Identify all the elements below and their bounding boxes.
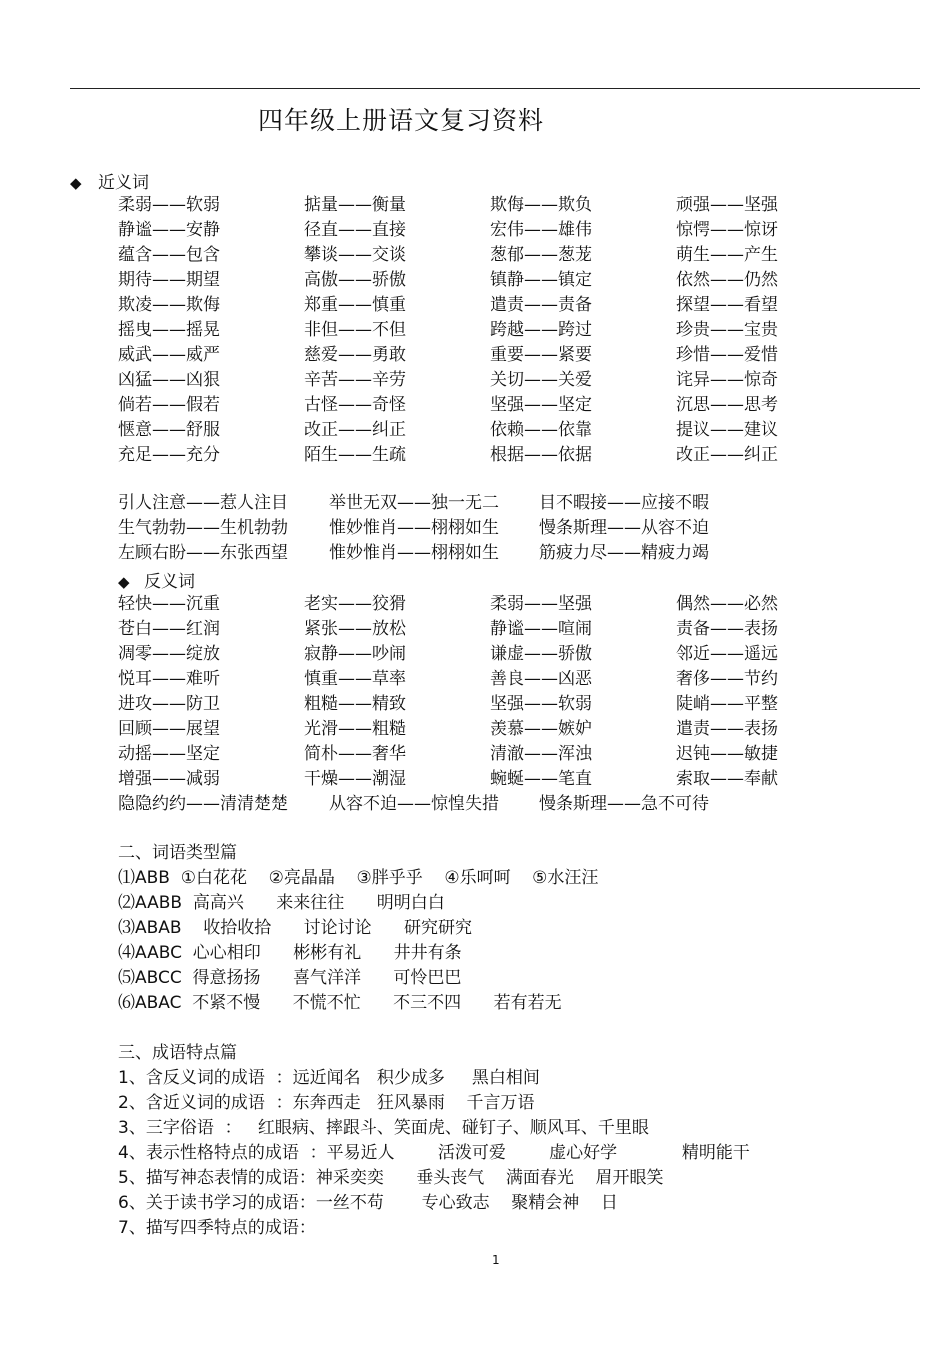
synonym-row [118,218,818,243]
diamond-bullet-icon: ◆ [118,573,130,591]
word-type-line: ⑴ABB ①白花花 ②亮晶晶 ③胖乎乎 ④乐呵呵 ⑤水汪汪 [118,868,599,888]
synonym-pair: 掂量——衡量 [304,195,406,215]
synonym-pair: 凶猛——凶狠 [118,370,220,390]
antonym-row [118,692,818,717]
antonym-row [118,667,818,692]
antonym-pair: 索取——奉献 [676,769,778,789]
idiom-feature-line: 3、三字俗语 ： 红眼病、摔跟斗、笑面虎、碰钉子、顺风耳、千里眼 [118,1118,649,1138]
antonym-row [118,742,818,767]
antonym-pair: 回顾——展望 [118,719,220,739]
synonym-pair: 沉思——思考 [676,395,778,415]
antonym-pair: 迟钝——敏捷 [676,744,778,764]
antonym-pair: 苍白——红润 [118,619,220,639]
synonym-pair: 萌生——产生 [676,245,778,265]
word-type-heading: 二、词语类型篇 [118,843,237,863]
antonym-pair: 静谧——喧闹 [490,619,592,639]
word-types-section [118,841,878,1016]
synonym-idiom-pair: 慢条斯理——从容不迫 [539,518,709,538]
synonym-pair: 依然——仍然 [676,270,778,290]
idiom-feature-line: 4、表示性格特点的成语 ：平易近人 活泼可爱 虚心好学 精明能干 [118,1143,750,1163]
antonym-pair: 偶然——必然 [676,594,778,614]
antonyms-heading-label: 反义词 [144,572,195,592]
synonym-pair: 遣责——责备 [490,295,592,315]
synonym-pair: 威武——威严 [118,345,220,365]
synonym-pair: 充足——充分 [118,445,220,465]
synonym-pair: 静谧——安静 [118,220,220,240]
antonym-pair: 简朴——奢华 [304,744,406,764]
synonym-row [118,318,818,343]
synonym-row [118,343,818,368]
synonym-pair: 陌生——生疏 [304,445,406,465]
antonym-row [118,717,818,742]
antonym-pair: 动摇——坚定 [118,744,220,764]
word-type-line: ⑷AABC 心心相印 彬彬有礼 井井有条 [118,943,462,963]
synonym-idiom-pair: 目不暇接——应接不暇 [539,493,709,513]
antonym-pair: 紧张——放松 [304,619,406,639]
word-type-item [118,916,878,941]
diamond-bullet-icon: ◆ [70,174,82,192]
antonym-idiom-pair: 隐隐约约——清清楚楚 [118,794,288,814]
antonyms-grid [118,592,818,792]
synonym-row [118,393,818,418]
synonym-pair: 坚强——坚定 [490,395,592,415]
antonyms-heading [118,567,195,592]
synonym-pair: 探望——看望 [676,295,778,315]
idiom-feature-item [118,1066,878,1091]
idiom-feature-line: 7、描写四季特点的成语： [118,1218,316,1238]
synonyms-heading-label: 近义词 [98,173,149,193]
idiom-feature-item [118,1141,878,1166]
antonym-pair: 进攻——防卫 [118,694,220,714]
antonym-pair: 陡峭——平整 [676,694,778,714]
synonym-idiom-pair: 举世无双——独一无二 [329,493,499,513]
antonym-pair: 蜿蜒——笔直 [490,769,592,789]
synonym-pair: 径直——直接 [304,220,406,240]
synonym-idiom-pair: 筋疲力尽——精疲力竭 [539,543,709,563]
synonym-pair: 古怪——奇怪 [304,395,406,415]
synonym-pair: 高傲——骄傲 [304,270,406,290]
synonym-row [118,293,818,318]
synonym-idiom-pair: 惟妙惟肖——栩栩如生 [329,543,499,563]
synonym-pair: 倘若——假若 [118,395,220,415]
antonym-pair: 干燥——潮湿 [304,769,406,789]
synonym-pair: 跨越——跨过 [490,320,592,340]
synonym-idiom-row [118,516,818,541]
idiom-feature-heading: 三、成语特点篇 [118,1043,237,1063]
synonym-pair: 关切——关爱 [490,370,592,390]
antonym-pair: 坚强——软弱 [490,694,592,714]
synonym-idiom-pair: 左顾右盼——东张西望 [118,543,288,563]
antonym-row [118,592,818,617]
synonym-pair: 宏伟——雄伟 [490,220,592,240]
synonym-pair: 摇曳——摇晃 [118,320,220,340]
synonym-row [118,368,818,393]
synonym-pair: 蕴含——包含 [118,245,220,265]
synonym-pair: 重要——紧要 [490,345,592,365]
synonym-pair: 提议——建议 [676,420,778,440]
antonym-pair: 奢侈——节约 [676,669,778,689]
synonym-pair: 依赖——依靠 [490,420,592,440]
word-type-line: ⑸ABCC 得意扬扬 喜气洋洋 可怜巴巴 [118,968,462,988]
idiom-feature-item [118,1216,878,1241]
synonym-row [118,268,818,293]
synonym-pair: 欺侮——欺负 [490,195,592,215]
antonym-pair: 清澈——浑浊 [490,744,592,764]
antonym-pair: 凋零——绽放 [118,644,220,664]
idiom-feature-line: 6、关于读书学习的成语：一丝不苟 专心致志 聚精会神 日 [118,1193,618,1213]
synonym-pair: 期待——期望 [118,270,220,290]
idiom-features-section [118,1041,878,1241]
synonym-idiom-row [118,491,818,516]
word-type-item [118,891,878,916]
synonym-pair: 郑重——慎重 [304,295,406,315]
synonym-idiom-row [118,541,818,566]
antonym-pair: 粗糙——精致 [304,694,406,714]
antonym-idioms-grid [118,792,818,817]
synonym-row [118,193,818,218]
word-type-item [118,991,878,1016]
idiom-feature-line: 1、含反义词的成语 ：远近闻名 积少成多 黑白相间 [118,1068,540,1088]
word-type-line: ⑵AABB 高高兴 来来往往 明明白白 [118,893,445,913]
synonym-pair: 慈爱——勇敢 [304,345,406,365]
antonym-idiom-pair: 从容不迫——惊惶失措 [329,794,499,814]
idiom-feature-item [118,1091,878,1116]
antonym-pair: 羡慕——嫉妒 [490,719,592,739]
antonym-row [118,767,818,792]
synonym-pair: 惬意——舒服 [118,420,220,440]
antonym-pair: 慎重——草率 [304,669,406,689]
synonym-pair: 顽强——坚强 [676,195,778,215]
antonym-idiom-pair: 慢条斯理——急不可待 [539,794,709,814]
synonym-row [118,443,818,468]
synonyms-grid [118,193,818,468]
header-rule [70,88,920,89]
synonym-pair: 改正——纠正 [304,420,406,440]
page-number: 1 [492,1253,500,1267]
synonym-pair: 非但——不但 [304,320,406,340]
synonym-pair: 珍贵——宝贵 [676,320,778,340]
antonym-pair: 遣责——表扬 [676,719,778,739]
synonym-pair: 欺凌——欺侮 [118,295,220,315]
word-type-line: ⑹ABAC 不紧不慢 不慌不忙 不三不四 若有若无 [118,993,562,1013]
word-type-line: ⑶ABAB 收拾收拾 讨论讨论 研究研究 [118,918,473,938]
synonym-idiom-pair: 生气勃勃——生机勃勃 [118,518,288,538]
word-type-item [118,866,878,891]
synonym-idioms-grid [118,491,818,566]
word-type-item [118,966,878,991]
synonym-idiom-pair: 惟妙惟肖——栩栩如生 [329,518,499,538]
antonym-pair: 谦虚——骄傲 [490,644,592,664]
antonym-pair: 光滑——粗糙 [304,719,406,739]
idiom-feature-line: 5、描写神态表情的成语：神采奕奕 垂头丧气 满面春光 眉开眼笑 [118,1168,664,1188]
word-type-item [118,941,878,966]
synonym-row [118,243,818,268]
idiom-feature-item [118,1116,878,1141]
antonym-row [118,642,818,667]
antonym-pair: 柔弱——坚强 [490,594,592,614]
synonym-pair: 改正——纠正 [676,445,778,465]
synonym-idiom-pair: 引人注意——惹人注目 [118,493,288,513]
antonym-pair: 悦耳——难听 [118,669,220,689]
synonym-row [118,418,818,443]
antonym-pair: 邻近——遥远 [676,644,778,664]
synonym-pair: 镇静——镇定 [490,270,592,290]
synonyms-heading [70,168,149,193]
antonym-pair: 善良——凶恶 [490,669,592,689]
idiom-feature-line: 2、含近义词的成语 ：东奔西走 狂风暴雨 千言万语 [118,1093,535,1113]
page-title: 四年级上册语文复习资料 [258,106,545,135]
synonym-pair: 珍惜——爱惜 [676,345,778,365]
antonym-pair: 增强——减弱 [118,769,220,789]
antonym-idiom-row [118,792,818,817]
synonym-pair: 柔弱——软弱 [118,195,220,215]
idiom-feature-item [118,1191,878,1216]
antonym-pair: 轻快——沉重 [118,594,220,614]
synonym-pair: 惊愕——惊讶 [676,220,778,240]
antonym-pair: 老实——狡猾 [304,594,406,614]
synonym-pair: 根据——依据 [490,445,592,465]
antonym-pair: 责备——表扬 [676,619,778,639]
synonym-pair: 诧异——惊奇 [676,370,778,390]
idiom-feature-item [118,1166,878,1191]
antonym-pair: 寂静——吵闹 [304,644,406,664]
synonym-pair: 辛苦——辛劳 [304,370,406,390]
synonym-pair: 攀谈——交谈 [304,245,406,265]
synonym-pair: 葱郁——葱茏 [490,245,592,265]
antonym-row [118,617,818,642]
